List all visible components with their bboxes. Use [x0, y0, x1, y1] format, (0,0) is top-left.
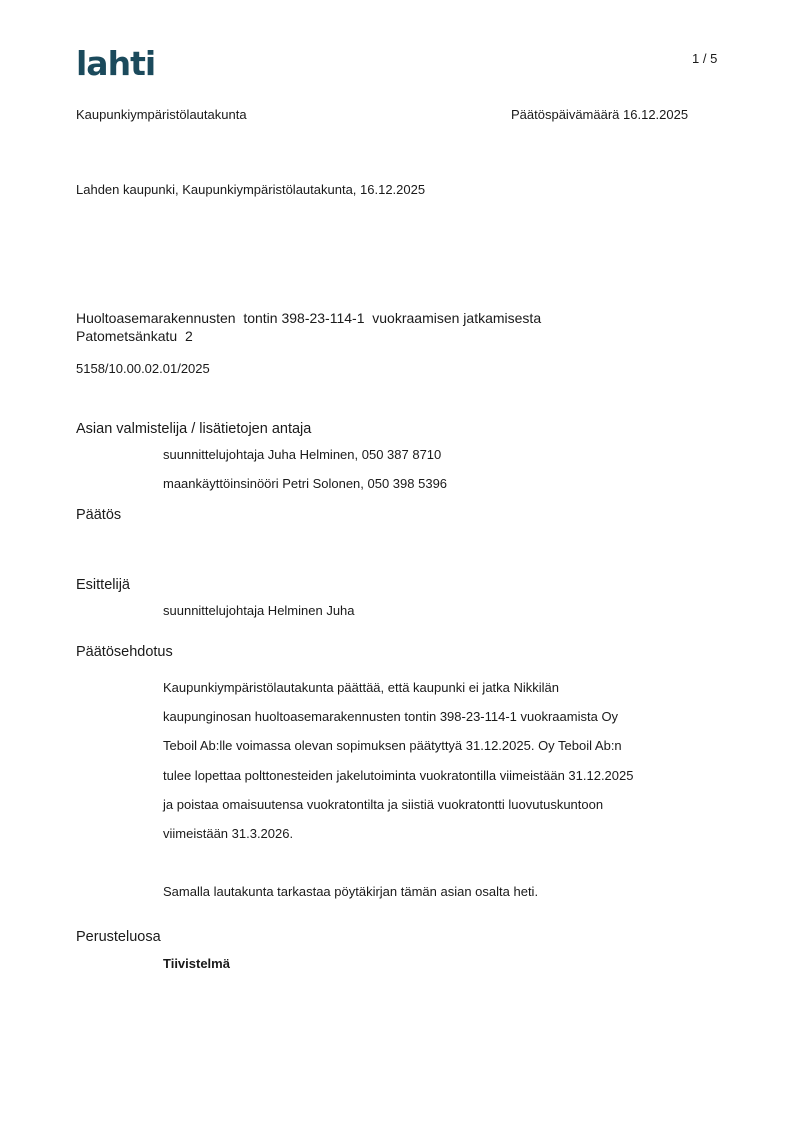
decision-heading: Päätös — [76, 507, 122, 523]
preparers-heading: Asian valmistelija / lisätietojen antaja — [76, 421, 312, 437]
proposal-line: ja poistaa omaisuutensa vuokratontilta ja siistiä vuokratontti luovutuskuntoon — [163, 796, 604, 812]
decision-date: Päätöspäivämäärä 16.12.2025 — [511, 107, 689, 122]
presenter-name: suunnittelujohtaja Helminen Juha — [163, 603, 355, 618]
proposal-line: tulee lopettaa polttonesteiden jakelutoiminta vuokratontilla viimeistään 31.12.2025 — [163, 767, 634, 783]
document-title: Huoltoasemarakennusten tontin 398-23-114-1 vuokraamisen jatkamisesta — [76, 310, 542, 326]
presenter-heading: Esittelijä — [76, 577, 130, 593]
proposal-line: viimeistään 31.3.2026. — [163, 826, 294, 842]
summary-subheading: Tiivistelmä — [163, 956, 230, 971]
meeting-line: Lahden kaupunki, Kaupunkiympäristölautakunta, 16.12.2025 — [76, 182, 426, 197]
preparer-person-1: suunnittelujohtaja Juha Helminen, 050 387 8710 — [163, 447, 442, 462]
lahti-logo: lahti — [76, 44, 156, 83]
rationale-heading: Perusteluosa — [76, 929, 161, 945]
proposal-heading: Päätösehdotus — [76, 644, 173, 660]
page-number: 1 / 5 — [692, 51, 718, 66]
proposal-line: Teboil Ab:lle voimassa olevan sopimuksen päätyttyä 31.12.2025. Oy Teboil Ab:n — [163, 738, 622, 754]
document-title-address: Patometsänkatu 2 — [76, 328, 193, 344]
proposal-text — [163, 673, 723, 848]
committee-name: Kaupunkiympäristölautakunta — [76, 107, 247, 122]
diary-number: 5158/10.00.02.01/2025 — [76, 361, 210, 376]
proposal-line: Kaupunkiympäristölautakunta päättää, että kaupunki ei jatka Nikkilän — [163, 680, 560, 695]
preparer-person-2: maankäyttöinsinööri Petri Solonen, 050 398 5396 — [163, 476, 448, 491]
proposal-closing: Samalla lautakunta tarkastaa pöytäkirjan tämän asian osalta heti. — [163, 884, 539, 899]
proposal-line: kaupunginosan huoltoasemarakennusten tontin 398-23-114-1 vuokraamista Oy — [163, 709, 619, 725]
